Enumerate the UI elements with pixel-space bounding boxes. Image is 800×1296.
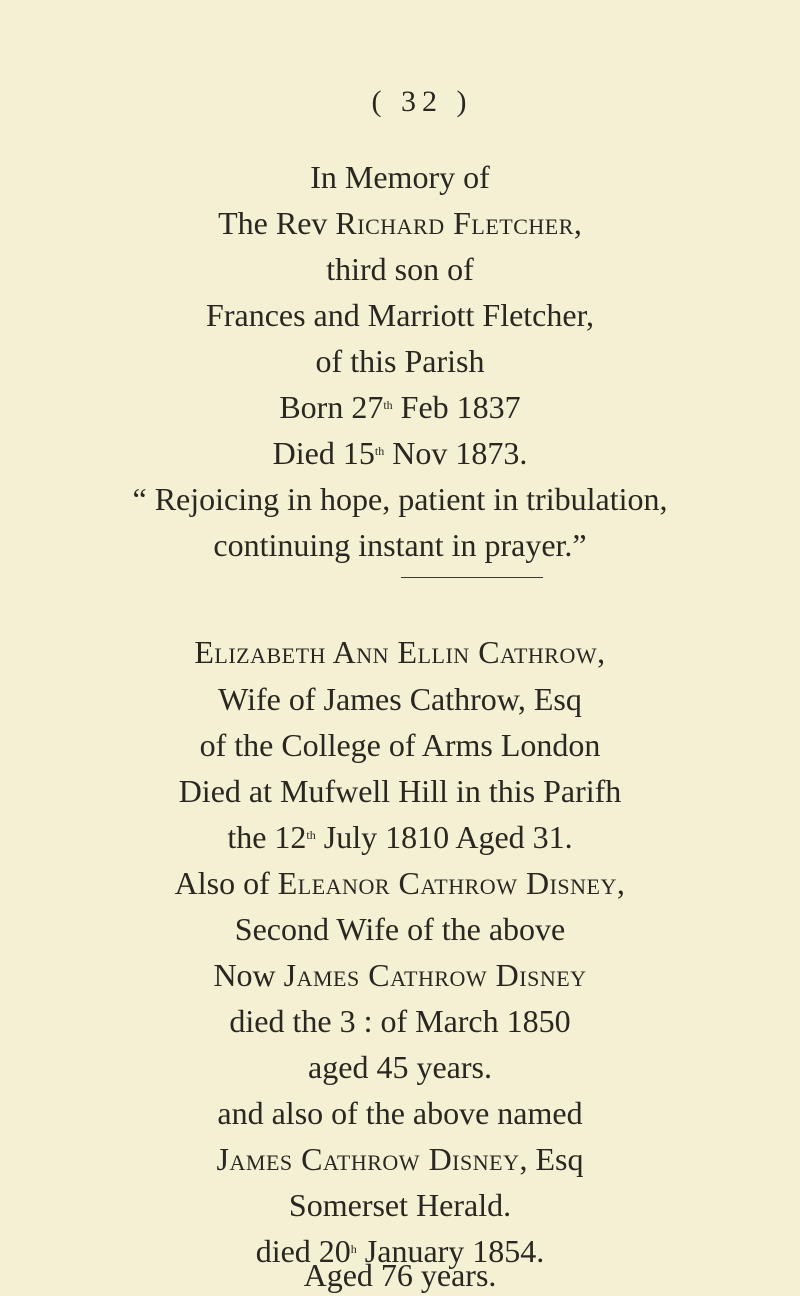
died-at-line: Died at Mufwell Hill in this Parifh	[178, 773, 622, 809]
died-date-line: died the 3 : of March 1850	[229, 1003, 571, 1039]
memorial-name-line	[0, 203, 800, 243]
born-line	[0, 387, 800, 427]
born-prefix: Born 27	[279, 389, 384, 425]
quote-line-1: “ Rejoicing in hope, patient in tribulation,	[132, 481, 668, 517]
wife-of-line: Wife of James Cathrow, Esq	[218, 681, 582, 717]
person-name: Richard Fletcher	[335, 205, 574, 241]
memorial-heading: In Memory of	[310, 159, 490, 195]
born-superscript: th	[383, 398, 393, 412]
date-suffix: July 1810 Aged 31.	[323, 819, 573, 855]
final-died-prefix: died 20	[255, 1233, 351, 1269]
final-died-suffix: January 1854.	[364, 1233, 545, 1269]
now-line	[0, 955, 800, 995]
born-suffix: Feb 1837	[400, 389, 521, 425]
final-died-superscript: h	[350, 1242, 357, 1256]
died-line	[0, 433, 800, 473]
second-wife-line: Second Wife of the above	[234, 911, 566, 947]
person-name-eleanor: Eleanor Cathrow Disney,	[277, 865, 626, 901]
person-name-james: James Cathrow Disney	[216, 1141, 520, 1177]
page-number: ( 32 )	[371, 85, 473, 118]
name-suffix: ,	[573, 205, 582, 241]
also-above-line: and also of the above named	[217, 1095, 583, 1131]
date-superscript: th	[306, 828, 316, 842]
parents-line: Frances and Marriott Fletcher,	[206, 297, 594, 333]
person-name-james-now: James Cathrow Disney	[283, 957, 587, 993]
college-line: of the College of Arms London	[199, 727, 601, 763]
also-line	[0, 863, 800, 903]
named-suffix: , Esq	[519, 1141, 584, 1177]
final-aged-line: Aged 76 years.	[303, 1257, 497, 1293]
relation-line: third son of	[326, 251, 474, 287]
section-divider	[401, 577, 543, 578]
now-prefix: Now	[213, 957, 276, 993]
died-superscript: th	[374, 444, 385, 458]
aged-line: aged 45 years.	[308, 1049, 492, 1085]
date-line	[0, 817, 800, 857]
date-prefix: the 12	[227, 819, 307, 855]
died-suffix: Nov 1873.	[392, 435, 528, 471]
quote-line-2: continuing instant in prayer.”	[213, 527, 587, 563]
parish-line: of this Parish	[315, 343, 485, 379]
title-line: Somerset Herald.	[288, 1187, 512, 1223]
also-prefix: Also of	[174, 865, 270, 901]
died-prefix: Died 15	[272, 435, 375, 471]
named-line	[0, 1139, 800, 1179]
person-name-elizabeth: Elizabeth Ann Ellin Cathrow,	[194, 634, 606, 670]
name-prefix: The Rev	[218, 205, 328, 241]
